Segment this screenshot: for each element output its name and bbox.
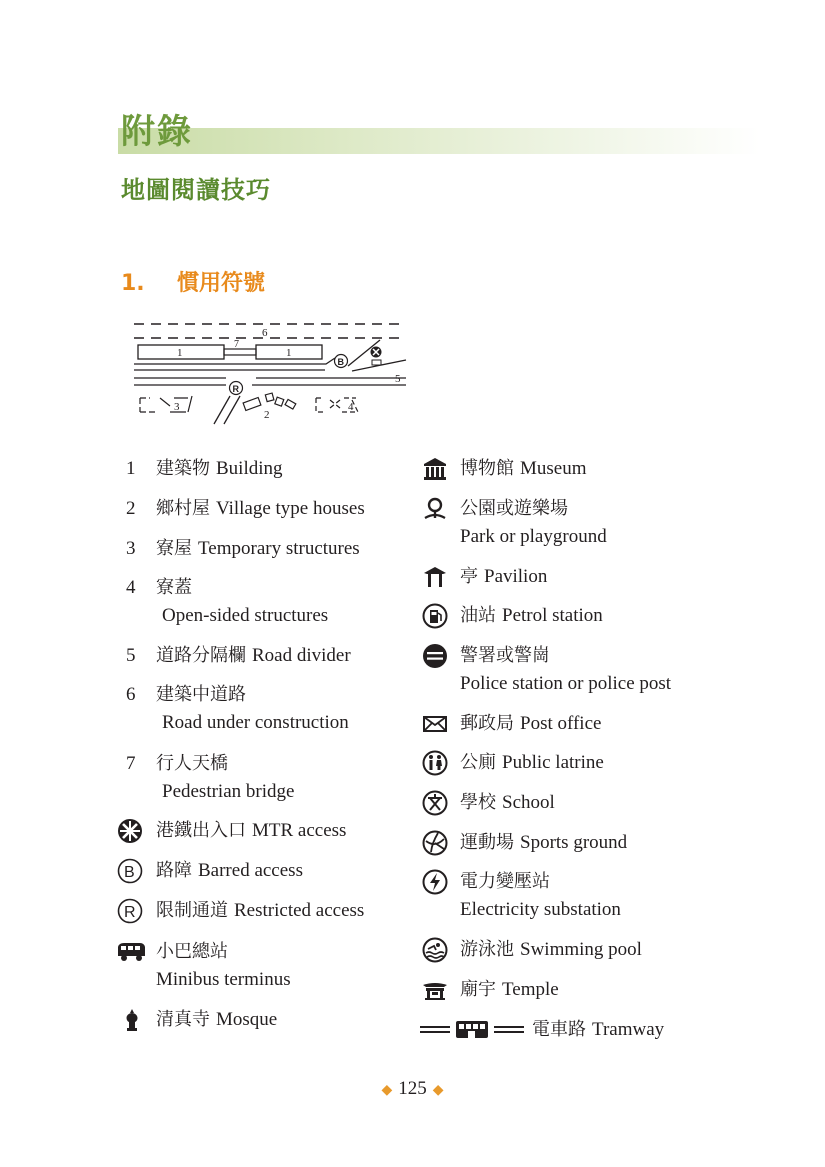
school-icon xyxy=(422,790,448,816)
pavilion-icon xyxy=(422,564,448,590)
post-office-icon xyxy=(422,711,448,737)
diagram-label-1a: 1 xyxy=(177,347,183,359)
legend-item-temple xyxy=(460,976,559,1004)
item-zh: 道路分隔欄 xyxy=(156,645,246,666)
sports-ground-icon xyxy=(422,830,448,856)
item-en: Temporary structures xyxy=(198,538,360,559)
item-en: Road divider xyxy=(252,645,351,666)
legend-item-pavilion xyxy=(460,563,547,591)
section-number: 1. xyxy=(121,271,145,296)
tramway-icon xyxy=(420,1018,526,1042)
police-icon xyxy=(422,643,448,669)
item-zh: 鄉村屋 xyxy=(156,498,210,519)
item-en: Museum xyxy=(520,458,587,479)
electricity-icon xyxy=(422,869,448,895)
legend-diagram xyxy=(130,318,410,428)
item-en: School xyxy=(502,792,555,813)
item-en: Minibus terminus xyxy=(156,969,291,990)
legend-item-swimming-pool xyxy=(460,936,642,964)
item-zh: 電車路 xyxy=(532,1019,586,1040)
item-en: Road under construction xyxy=(162,712,349,733)
restricted-access-icon xyxy=(117,898,143,924)
section-title: 慣用符號 xyxy=(177,271,266,296)
item-en: Barred access xyxy=(198,860,303,881)
diagram-marker-r: R xyxy=(232,384,239,394)
item-en: Electricity substation xyxy=(460,899,621,920)
item-en: Police station or police post xyxy=(460,673,672,694)
temple-icon xyxy=(422,977,448,1003)
diamond-icon: ◆ xyxy=(432,1083,444,1098)
latrine-icon xyxy=(422,750,448,776)
legend-item-barred-access xyxy=(156,857,303,885)
legend-item-tramway xyxy=(532,1016,664,1044)
page-footer xyxy=(0,1078,825,1100)
item-zh: 清真寺 xyxy=(156,1009,210,1030)
item-en: Park or playground xyxy=(460,526,607,547)
item-zh: 學校 xyxy=(460,792,496,813)
park-icon xyxy=(422,496,448,522)
legend-item-village-houses xyxy=(124,495,365,523)
legend-item-police xyxy=(460,642,672,694)
item-en: Sports ground xyxy=(520,832,628,853)
item-key: 7 xyxy=(126,753,136,774)
barred-access-icon xyxy=(117,858,143,884)
petrol-station-icon xyxy=(422,603,448,629)
item-zh: 建築中道路 xyxy=(156,684,246,705)
item-zh: 運動場 xyxy=(460,832,514,853)
diagram-marker-b: B xyxy=(337,357,344,367)
swimming-pool-icon xyxy=(422,937,448,963)
item-key: 1 xyxy=(126,458,136,479)
legend-item-school xyxy=(460,789,555,817)
legend-item-open-sided-structures xyxy=(124,574,329,626)
legend-item-sports-ground xyxy=(460,829,627,857)
item-key: 2 xyxy=(126,498,136,519)
item-zh: 港鐵出入口 xyxy=(156,820,246,841)
heading-band xyxy=(118,128,760,154)
item-zh: 限制通道 xyxy=(156,900,228,921)
item-en: Public latrine xyxy=(502,752,604,773)
legend-item-road-under-construction xyxy=(124,681,349,733)
legend-item-restricted-access xyxy=(156,897,364,925)
item-zh: 廟宇 xyxy=(460,979,496,1000)
restricted-access-letter: R xyxy=(124,904,136,921)
page-subtitle: 地圖閱讀技巧 xyxy=(121,176,271,204)
appendix-heading: 附錄 xyxy=(121,112,193,152)
legend-item-road-divider xyxy=(124,642,351,670)
legend-item-electricity-substation xyxy=(460,868,621,920)
item-en: MTR access xyxy=(252,820,347,841)
legend-item-temporary-structures xyxy=(124,535,360,563)
legend-item-mtr-access xyxy=(156,817,346,845)
item-zh: 寮蓋 xyxy=(156,577,192,598)
item-zh: 警署或警崗 xyxy=(460,645,550,666)
item-zh: 寮屋 xyxy=(156,538,192,559)
item-zh: 電力變壓站 xyxy=(460,871,550,892)
item-key: 6 xyxy=(126,684,136,705)
diagram-label-3: 3 xyxy=(174,401,180,413)
item-zh: 公廁 xyxy=(460,752,496,773)
item-zh: 博物館 xyxy=(460,458,514,479)
item-zh: 小巴總站 xyxy=(156,941,228,962)
diagram-label-1b: 1 xyxy=(286,347,292,359)
item-zh: 行人天橋 xyxy=(156,753,228,774)
item-en: Village type houses xyxy=(216,498,365,519)
museum-icon xyxy=(422,456,448,482)
diagram-label-5: 5 xyxy=(395,373,401,385)
minibus-icon xyxy=(115,939,147,965)
legend-item-latrine xyxy=(460,749,604,777)
item-key: 5 xyxy=(126,645,136,666)
legend-item-museum xyxy=(460,455,587,483)
item-zh: 路障 xyxy=(156,860,192,881)
legend-item-park xyxy=(460,495,607,547)
item-en: Building xyxy=(216,458,283,479)
mtr-icon xyxy=(117,818,143,844)
diagram-label-7: 7 xyxy=(234,339,239,350)
item-en: Swimming pool xyxy=(520,939,642,960)
diamond-icon: ◆ xyxy=(381,1083,393,1098)
legend-item-petrol-station xyxy=(460,602,603,630)
item-en: Open-sided structures xyxy=(162,605,329,626)
item-zh: 建築物 xyxy=(156,458,210,479)
diagram-label-2: 2 xyxy=(264,409,270,421)
item-key: 4 xyxy=(126,577,136,598)
diagram-label-6: 6 xyxy=(262,327,268,339)
item-en: Pavilion xyxy=(484,566,548,587)
item-en: Post office xyxy=(520,713,602,734)
item-zh: 油站 xyxy=(460,605,496,626)
legend-item-mosque xyxy=(156,1006,277,1034)
legend-item-minibus-terminus xyxy=(156,938,291,990)
item-en: Petrol station xyxy=(502,605,603,626)
item-zh: 游泳池 xyxy=(460,939,514,960)
legend-item-building xyxy=(124,455,283,483)
item-zh: 亭 xyxy=(460,566,478,587)
diagram-label-4: 4 xyxy=(348,401,354,413)
item-zh: 郵政局 xyxy=(460,713,514,734)
mosque-icon xyxy=(119,1007,145,1033)
item-en: Tramway xyxy=(592,1019,665,1040)
page-number: 125 xyxy=(398,1078,427,1099)
section-heading xyxy=(121,266,265,297)
barred-access-letter: B xyxy=(124,864,135,881)
item-en: Restricted access xyxy=(234,900,365,921)
item-en: Pedestrian bridge xyxy=(162,781,295,802)
legend-item-pedestrian-bridge xyxy=(124,750,295,802)
legend-item-post-office xyxy=(460,710,601,738)
item-en: Mosque xyxy=(216,1009,278,1030)
item-en: Temple xyxy=(502,979,559,1000)
item-key: 3 xyxy=(126,538,136,559)
item-zh: 公園或遊樂場 xyxy=(460,498,568,519)
